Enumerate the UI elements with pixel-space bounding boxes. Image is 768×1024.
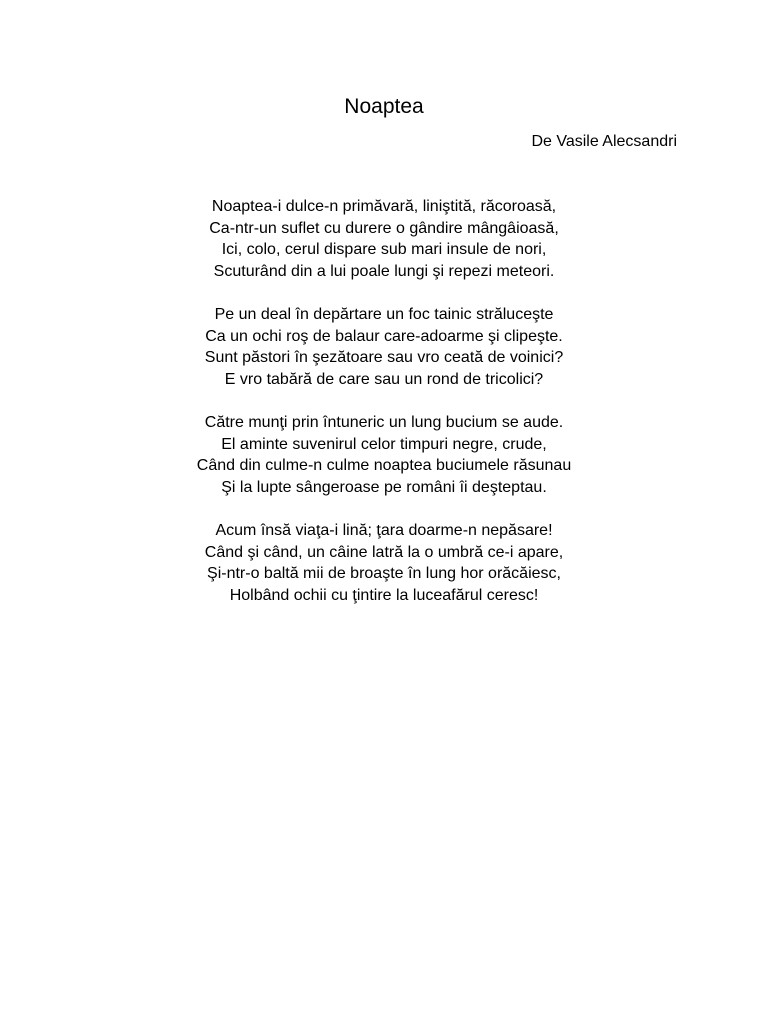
poem-author: De Vasile Alecsandri	[531, 133, 677, 150]
poem-line: Şi-ntr-o baltă mii de broaşte în lung hor orăcăiesc,	[207, 565, 561, 583]
poem-line: Noaptea-i dulce-n primăvară, liniştită, răcoroasă,	[211, 198, 557, 215]
stanza	[0, 304, 768, 390]
poem-line: Ici, colo, cerul dispare sub mari insule de nori,	[221, 241, 547, 259]
poem-line: E vro tabără de care sau un rond de tricolici?	[224, 370, 544, 388]
poem-line: Ca-ntr-un suflet cu durere o gândire mângâioasă,	[209, 219, 559, 237]
poem-line: Holbând ochii cu ţintire la luceafărul ceresc!	[229, 586, 539, 604]
poem-line: Sunt păstori în şezătoare sau vro ceată de voinici?	[204, 349, 564, 367]
stanza	[0, 412, 768, 498]
stanza	[0, 520, 768, 606]
poem-line: Scuturând din a lui poale lungi şi repezi meteori.	[213, 262, 555, 280]
poem-line: El aminte suvenirul celor timpuri negre, crude,	[221, 435, 547, 453]
poem-line: Către munţi prin întuneric un lung bucium se aude.	[204, 413, 564, 431]
poem-title: Noaptea	[344, 95, 424, 118]
poem-line: Pe un deal în depărtare un foc tainic străluceşte	[214, 305, 554, 323]
poem-line: Şi la lupte sângeroase pe români îi deşteptau.	[221, 478, 547, 496]
stanza	[0, 196, 768, 282]
poem-line: Când din culme-n culme noaptea buciumele răsunau	[196, 457, 572, 475]
poem-line: Acum însă viaţa-i lină; ţara doarme-n nepăsare!	[215, 521, 553, 539]
poem-line: Ca un ochi roş de balaur care-adoarme şi clipeşte.	[205, 327, 563, 345]
poem-body	[0, 196, 768, 628]
poem-line: Când şi când, un câine latră la o umbră ce-i apare,	[204, 543, 564, 561]
